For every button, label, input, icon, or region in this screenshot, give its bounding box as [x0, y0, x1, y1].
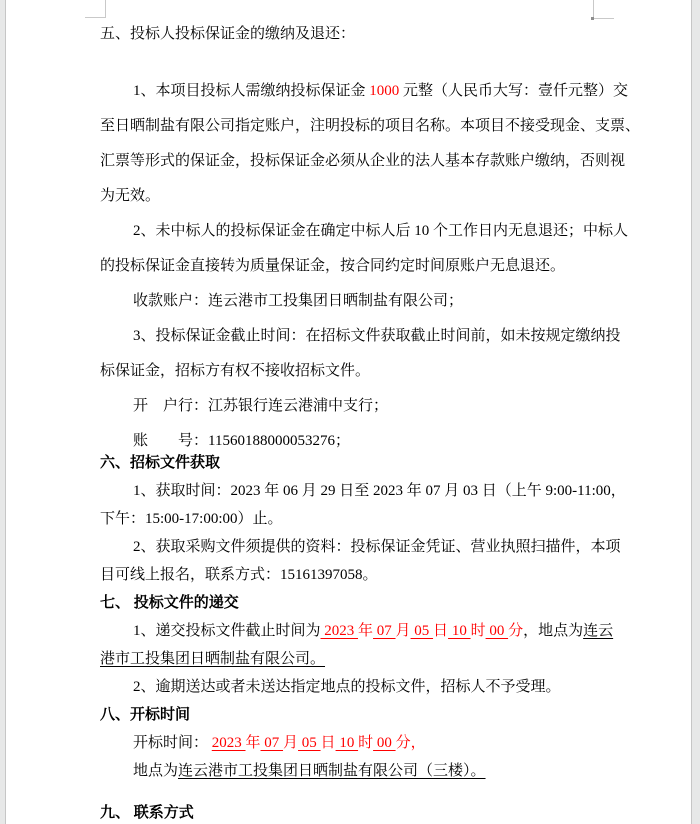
opening-month-unit: 月 [283, 735, 299, 751]
deadline-hour: 10 [448, 623, 471, 639]
opening-day: 05 [298, 735, 321, 751]
submission-location-start: 连云 [583, 623, 614, 639]
text-run: 元整（人民币大写：壹仟元整）交 [399, 83, 629, 99]
section6-para1-line1: 1、获取时间：2023 年 06 月 29 日至 2023 年 07 月 03 日（上午 9:00-11:00， [133, 483, 626, 499]
section7-para2-line1: 2、逾期送达或者未送达指定地点的投标文件，招标人不予受理。 [133, 679, 561, 695]
deadline-month: 07 [373, 623, 396, 639]
section-bid-opening [100, 701, 597, 785]
deadline-year: 2023 [320, 623, 359, 639]
opening-month: 07 [260, 735, 284, 751]
text-run: 开标时间： [133, 735, 212, 751]
opening-day-unit: 日 [320, 735, 336, 751]
opening-hour-unit: 时 [358, 735, 374, 751]
opening-location: 连云港市工投集团日晒制盐有限公司（三楼）。 [178, 763, 486, 779]
opening-year: 2023 [211, 735, 246, 751]
section5-para3-line2: 标保证金，招标方有权不接收招标文件。 [100, 363, 371, 379]
opening-time-comma: ， [410, 735, 426, 751]
section6-para1-line2: 下午：15:00-17:00:00）止。 [100, 511, 283, 527]
account-number-line: 账 号：11560188000053276； [133, 433, 350, 449]
text-run: 1、本项目投标人需缴纳投标保证金 [133, 83, 370, 99]
page-margin-mark-top-left-vertical [105, 0, 106, 18]
beneficiary-account-line: 收款账户：连云港市工投集团日晒制盐有限公司； [133, 293, 464, 309]
section5-heading: 五、投标人投标保证金的缴纳及退还： [100, 26, 356, 42]
section5-para1-line4: 为无效。 [100, 188, 161, 204]
text-run: 1、递交投标文件截止时间为 [133, 623, 321, 639]
section-document-acquisition [100, 449, 626, 589]
document-content [6, 17, 693, 824]
section-bid-submission [100, 589, 614, 701]
section6-para2-line1: 2、获取采购文件须提供的资料：投标保证金凭证、营业执照扫描件，本项 [133, 539, 621, 555]
text-run: 地点为 [133, 763, 179, 779]
section8-time-line [100, 729, 597, 757]
section5-para1-line2: 至日晒制盐有限公司指定账户，注明投标的项目名称。本项目不接受现金、支票、 [100, 118, 641, 134]
deadline-day-unit: 日 [433, 623, 449, 639]
section5-para1-line3: 汇票等形式的保证金，投标保证金必须从企业的法人基本存款账户缴纳，否则视 [100, 153, 626, 169]
bond-amount-value: 1000 [369, 83, 400, 99]
section6-heading: 六、招标文件获取 [100, 455, 221, 471]
opening-year-unit: 年 [245, 735, 261, 751]
document-page [5, 0, 692, 824]
section5-para2-line1: 2、未中标人的投标保证金在确定中标人后 10 个工作日内无息退还；中标人 [133, 223, 629, 239]
deadline-year-unit: 年 [358, 623, 374, 639]
section5-para3-line1: 3、投标保证金截止时间：在招标文件获取截止时间前，如未按规定缴纳投 [133, 328, 621, 344]
bank-branch-line: 开 户行：江苏银行连云港浦中支行； [133, 398, 389, 414]
section9-heading: 九、 联系方式 [100, 805, 194, 821]
deadline-day: 05 [410, 623, 434, 639]
section8-heading: 八、开标时间 [100, 707, 191, 723]
opening-hour: 10 [335, 735, 359, 751]
deadline-hour-unit: 时 [470, 623, 486, 639]
opening-minute-unit: 分 [395, 735, 411, 751]
section5-para2-line2: 的投标保证金直接转为质量保证金，按合同约定时间原账户无息退还。 [100, 258, 566, 274]
section5-para1-line1 [100, 74, 629, 109]
section7-para1-line1 [100, 617, 614, 645]
section7-para1-line2 [100, 645, 597, 673]
section-contact [100, 799, 597, 824]
opening-minute: 00 [373, 735, 396, 751]
text-run: ，地点为 [523, 623, 584, 639]
section7-heading: 七、 投标文件的递交 [100, 595, 239, 611]
section8-location-line [100, 757, 597, 785]
submission-location-end: 港市工投集团日晒制盐有限公司。 [100, 651, 326, 667]
deadline-minute-unit: 分 [508, 623, 524, 639]
section6-para2-line2: 目可线上报名，联系方式：15161397058。 [100, 567, 378, 583]
deadline-month-unit: 月 [395, 623, 411, 639]
section-bid-bond [100, 17, 641, 459]
deadline-minute: 00 [485, 623, 509, 639]
